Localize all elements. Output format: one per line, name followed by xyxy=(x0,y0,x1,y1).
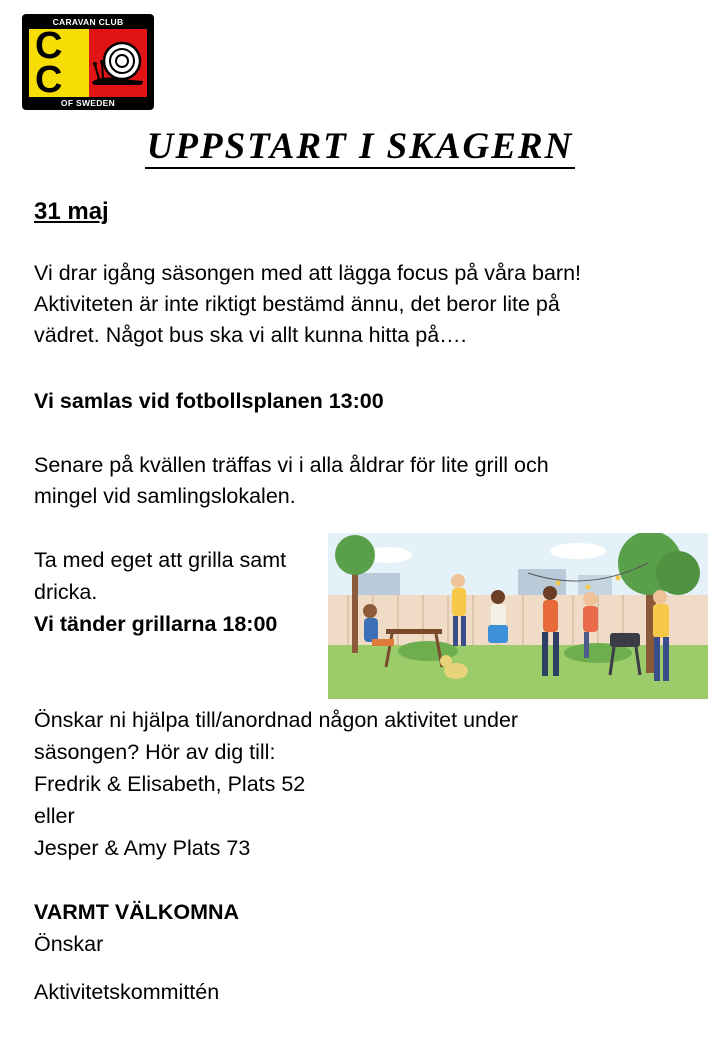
bring-line-2: dricka. xyxy=(34,580,98,604)
event-date: 31 maj xyxy=(34,198,109,225)
snail-icon xyxy=(89,29,147,97)
logo-bottom-text: OF SWEDEN xyxy=(60,98,116,108)
logo-yellow-panel xyxy=(29,25,89,101)
welcome-text: VARMT VÄLKOMNA xyxy=(34,900,240,924)
page-title: UPPSTART I SKAGERN xyxy=(146,126,574,167)
signature: Aktivitetskommittén xyxy=(34,980,220,1004)
logo-letter-c2: C xyxy=(35,59,63,101)
logo-red-panel xyxy=(89,29,147,97)
club-logo xyxy=(22,14,154,110)
contact-2: Jesper & Amy Plats 73 xyxy=(34,836,251,860)
bring-line-1: Ta med eget att grilla samt xyxy=(34,548,287,572)
intro-line-3: vädret. Något bus ska vi allt kunna hitta på…. xyxy=(34,323,467,347)
logo-top-text: CARAVAN CLUB xyxy=(52,17,124,27)
evening-line-2: mingel vid samlingslokalen. xyxy=(34,484,296,508)
evening-line-1: Senare på kvällen träffas vi i alla åldrar för lite grill och xyxy=(34,453,549,477)
contact-or: eller xyxy=(34,804,75,828)
wish-text: Önskar xyxy=(34,932,104,956)
intro-line-2: Aktiviteten är inte riktigt bestämd ännu, det beror lite på xyxy=(34,292,560,316)
help-line-2: säsongen? Hör av dig till: xyxy=(34,740,276,764)
grill-time: Vi tänder grillarna 18:00 xyxy=(34,612,278,636)
intro-line-1: Vi drar igång säsongen med att lägga focus på våra barn! xyxy=(34,261,582,285)
contact-1: Fredrik & Elisabeth, Plats 52 xyxy=(34,772,306,796)
logo-letter-c1: C xyxy=(35,25,63,67)
help-line-1: Önskar ni hjälpa till/anordnad någon aktivitet under xyxy=(34,708,519,732)
meeting-time: Vi samlas vid fotbollsplanen 13:00 xyxy=(34,389,384,413)
garden-party-illustration xyxy=(328,533,708,699)
